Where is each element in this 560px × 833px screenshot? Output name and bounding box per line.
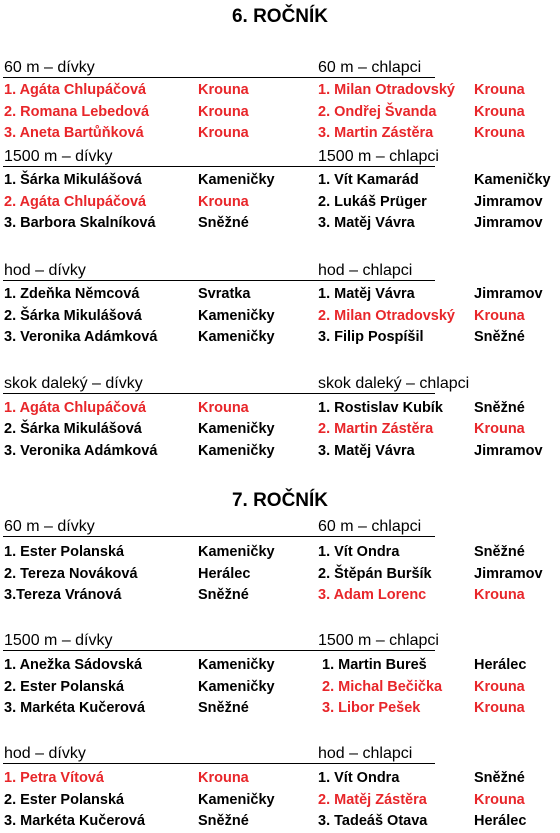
result-club: Sněžné	[474, 400, 525, 416]
result-club: Jimramov	[474, 194, 543, 210]
result-name: 2. Romana Lebedová	[4, 104, 150, 120]
result-name: 3. Markéta Kučerová	[4, 700, 146, 716]
result-club: Kameničky	[198, 792, 275, 808]
result-name: 2. Šárka Mikulášová	[4, 308, 142, 324]
heading-underline	[3, 763, 435, 764]
result-club: Svratka	[198, 286, 251, 302]
category-heading-girls: 1500 m – dívky	[4, 632, 113, 649]
result-club: Sněžné	[198, 700, 249, 716]
result-name: 1. Anežka Sádovská	[4, 657, 143, 673]
result-club: Sněžné	[474, 770, 525, 786]
result-name: 2. Matěj Zástěra	[318, 792, 427, 808]
category-heading-boys: 1500 m – chlapci	[318, 632, 439, 649]
result-name: 3. Libor Pešek	[322, 700, 421, 716]
heading-underline	[3, 650, 435, 651]
result-name: 3. Aneta Bartůňková	[4, 125, 144, 141]
category-heading-girls: 60 m – dívky	[4, 59, 95, 76]
result-name: 1. Zdeňka Němcová	[4, 286, 140, 302]
result-name: 2. Ondřej Švanda	[318, 104, 437, 120]
result-club: Jimramov	[474, 566, 543, 582]
result-club: Krouna	[198, 82, 249, 98]
heading-underline	[3, 393, 435, 394]
result-name: 3. Veronika Adámková	[4, 329, 158, 345]
result-club: Kameničky	[198, 172, 275, 188]
category-heading-girls: skok daleký – dívky	[4, 375, 143, 392]
result-club: Sněžné	[198, 215, 249, 231]
result-name: 2. Ester Polanská	[4, 792, 125, 808]
category-heading-girls: 1500 m – dívky	[4, 148, 113, 165]
result-name: 1. Vít Kamarád	[318, 172, 419, 188]
result-club: Krouna	[474, 679, 525, 695]
result-name: 2. Ester Polanská	[4, 679, 125, 695]
result-club: Kameničky	[198, 329, 275, 345]
result-club: Herálec	[474, 813, 527, 829]
result-name: 2. Agáta Chlupáčová	[4, 194, 147, 210]
category-heading-boys: skok daleký – chlapci	[318, 375, 470, 392]
result-club: Krouna	[474, 587, 525, 603]
result-name: 3. Veronika Adámková	[4, 443, 158, 459]
category-heading-boys: hod – chlapci	[318, 262, 413, 279]
result-name: 2. Michal Bečička	[322, 679, 443, 695]
result-club: Jimramov	[474, 286, 543, 302]
result-name: 2. Milan Otradovský	[318, 308, 455, 324]
result-club: Krouna	[198, 194, 249, 210]
result-club: Kameničky	[198, 443, 275, 459]
result-name: 1. Vít Ondra	[318, 770, 400, 786]
result-name: 2. Šárka Mikulášová	[4, 421, 142, 437]
result-club: Sněžné	[474, 329, 525, 345]
heading-underline	[3, 280, 435, 281]
result-name: 1. Matěj Vávra	[318, 286, 415, 302]
result-name: 3. Martin Zástěra	[318, 125, 434, 141]
result-name: 2. Štěpán Buršík	[318, 566, 432, 582]
result-club: Kameničky	[474, 172, 551, 188]
result-name: 2. Martin Zástěra	[318, 421, 434, 437]
category-heading-girls: hod – dívky	[4, 262, 86, 279]
result-club: Krouna	[198, 125, 249, 141]
heading-underline	[3, 77, 435, 78]
result-club: Kameničky	[198, 544, 275, 560]
result-name: 3. Matěj Vávra	[318, 443, 415, 459]
result-name: 1. Milan Otradovský	[318, 82, 455, 98]
category-heading-boys: 60 m – chlapci	[318, 59, 422, 76]
category-heading-boys: 60 m – chlapci	[318, 518, 422, 535]
result-club: Krouna	[474, 421, 525, 437]
result-name: 3.Tereza Vránová	[4, 587, 122, 603]
result-club: Krouna	[474, 125, 525, 141]
result-club: Herálec	[474, 657, 527, 673]
result-name: 1. Ester Polanská	[4, 544, 125, 560]
result-name: 3. Matěj Vávra	[318, 215, 415, 231]
category-heading-girls: hod – dívky	[4, 745, 86, 762]
section-title-6: 6. ROČNÍK	[231, 6, 329, 27]
result-club: Sněžné	[198, 587, 249, 603]
result-name: 1. Agáta Chlupáčová	[4, 400, 147, 416]
result-club: Jimramov	[474, 215, 543, 231]
result-name: 2. Tereza Nováková	[4, 566, 138, 582]
result-club: Krouna	[198, 104, 249, 120]
result-club: Herálec	[198, 566, 251, 582]
category-heading-boys: hod – chlapci	[318, 745, 413, 762]
result-club: Krouna	[474, 700, 525, 716]
result-name: 1. Rostislav Kubík	[318, 400, 443, 416]
result-club: Kameničky	[198, 421, 275, 437]
category-heading-girls: 60 m – dívky	[4, 518, 95, 535]
result-club: Kameničky	[198, 657, 275, 673]
result-club: Krouna	[474, 82, 525, 98]
result-name: 2. Lukáš Prüger	[318, 194, 427, 210]
result-club: Kameničky	[198, 679, 275, 695]
result-club: Krouna	[474, 104, 525, 120]
result-name: 1. Martin Bureš	[322, 657, 427, 673]
result-name: 3. Markéta Kučerová	[4, 813, 146, 829]
result-club: Krouna	[474, 308, 525, 324]
section-title-7: 7. ROČNÍK	[231, 490, 329, 511]
result-club: Krouna	[474, 792, 525, 808]
result-name: 1. Petra Vítová	[4, 770, 104, 786]
result-club: Sněžné	[474, 544, 525, 560]
result-name: 3. Barbora Skalníková	[4, 215, 156, 231]
result-name: 1. Agáta Chlupáčová	[4, 82, 147, 98]
result-club: Krouna	[198, 770, 249, 786]
category-heading-boys: 1500 m – chlapci	[318, 148, 439, 165]
heading-underline	[3, 166, 435, 167]
result-name: 1. Vít Ondra	[318, 544, 400, 560]
result-club: Kameničky	[198, 308, 275, 324]
heading-underline	[3, 536, 435, 537]
result-club: Sněžné	[198, 813, 249, 829]
result-name: 3. Adam Lorenc	[318, 587, 427, 603]
result-name: 3. Filip Pospíšil	[318, 329, 424, 345]
result-club: Krouna	[198, 400, 249, 416]
result-name: 3. Tadeáš Otava	[318, 813, 428, 829]
result-club: Jimramov	[474, 443, 543, 459]
result-name: 1. Šárka Mikulášová	[4, 172, 142, 188]
